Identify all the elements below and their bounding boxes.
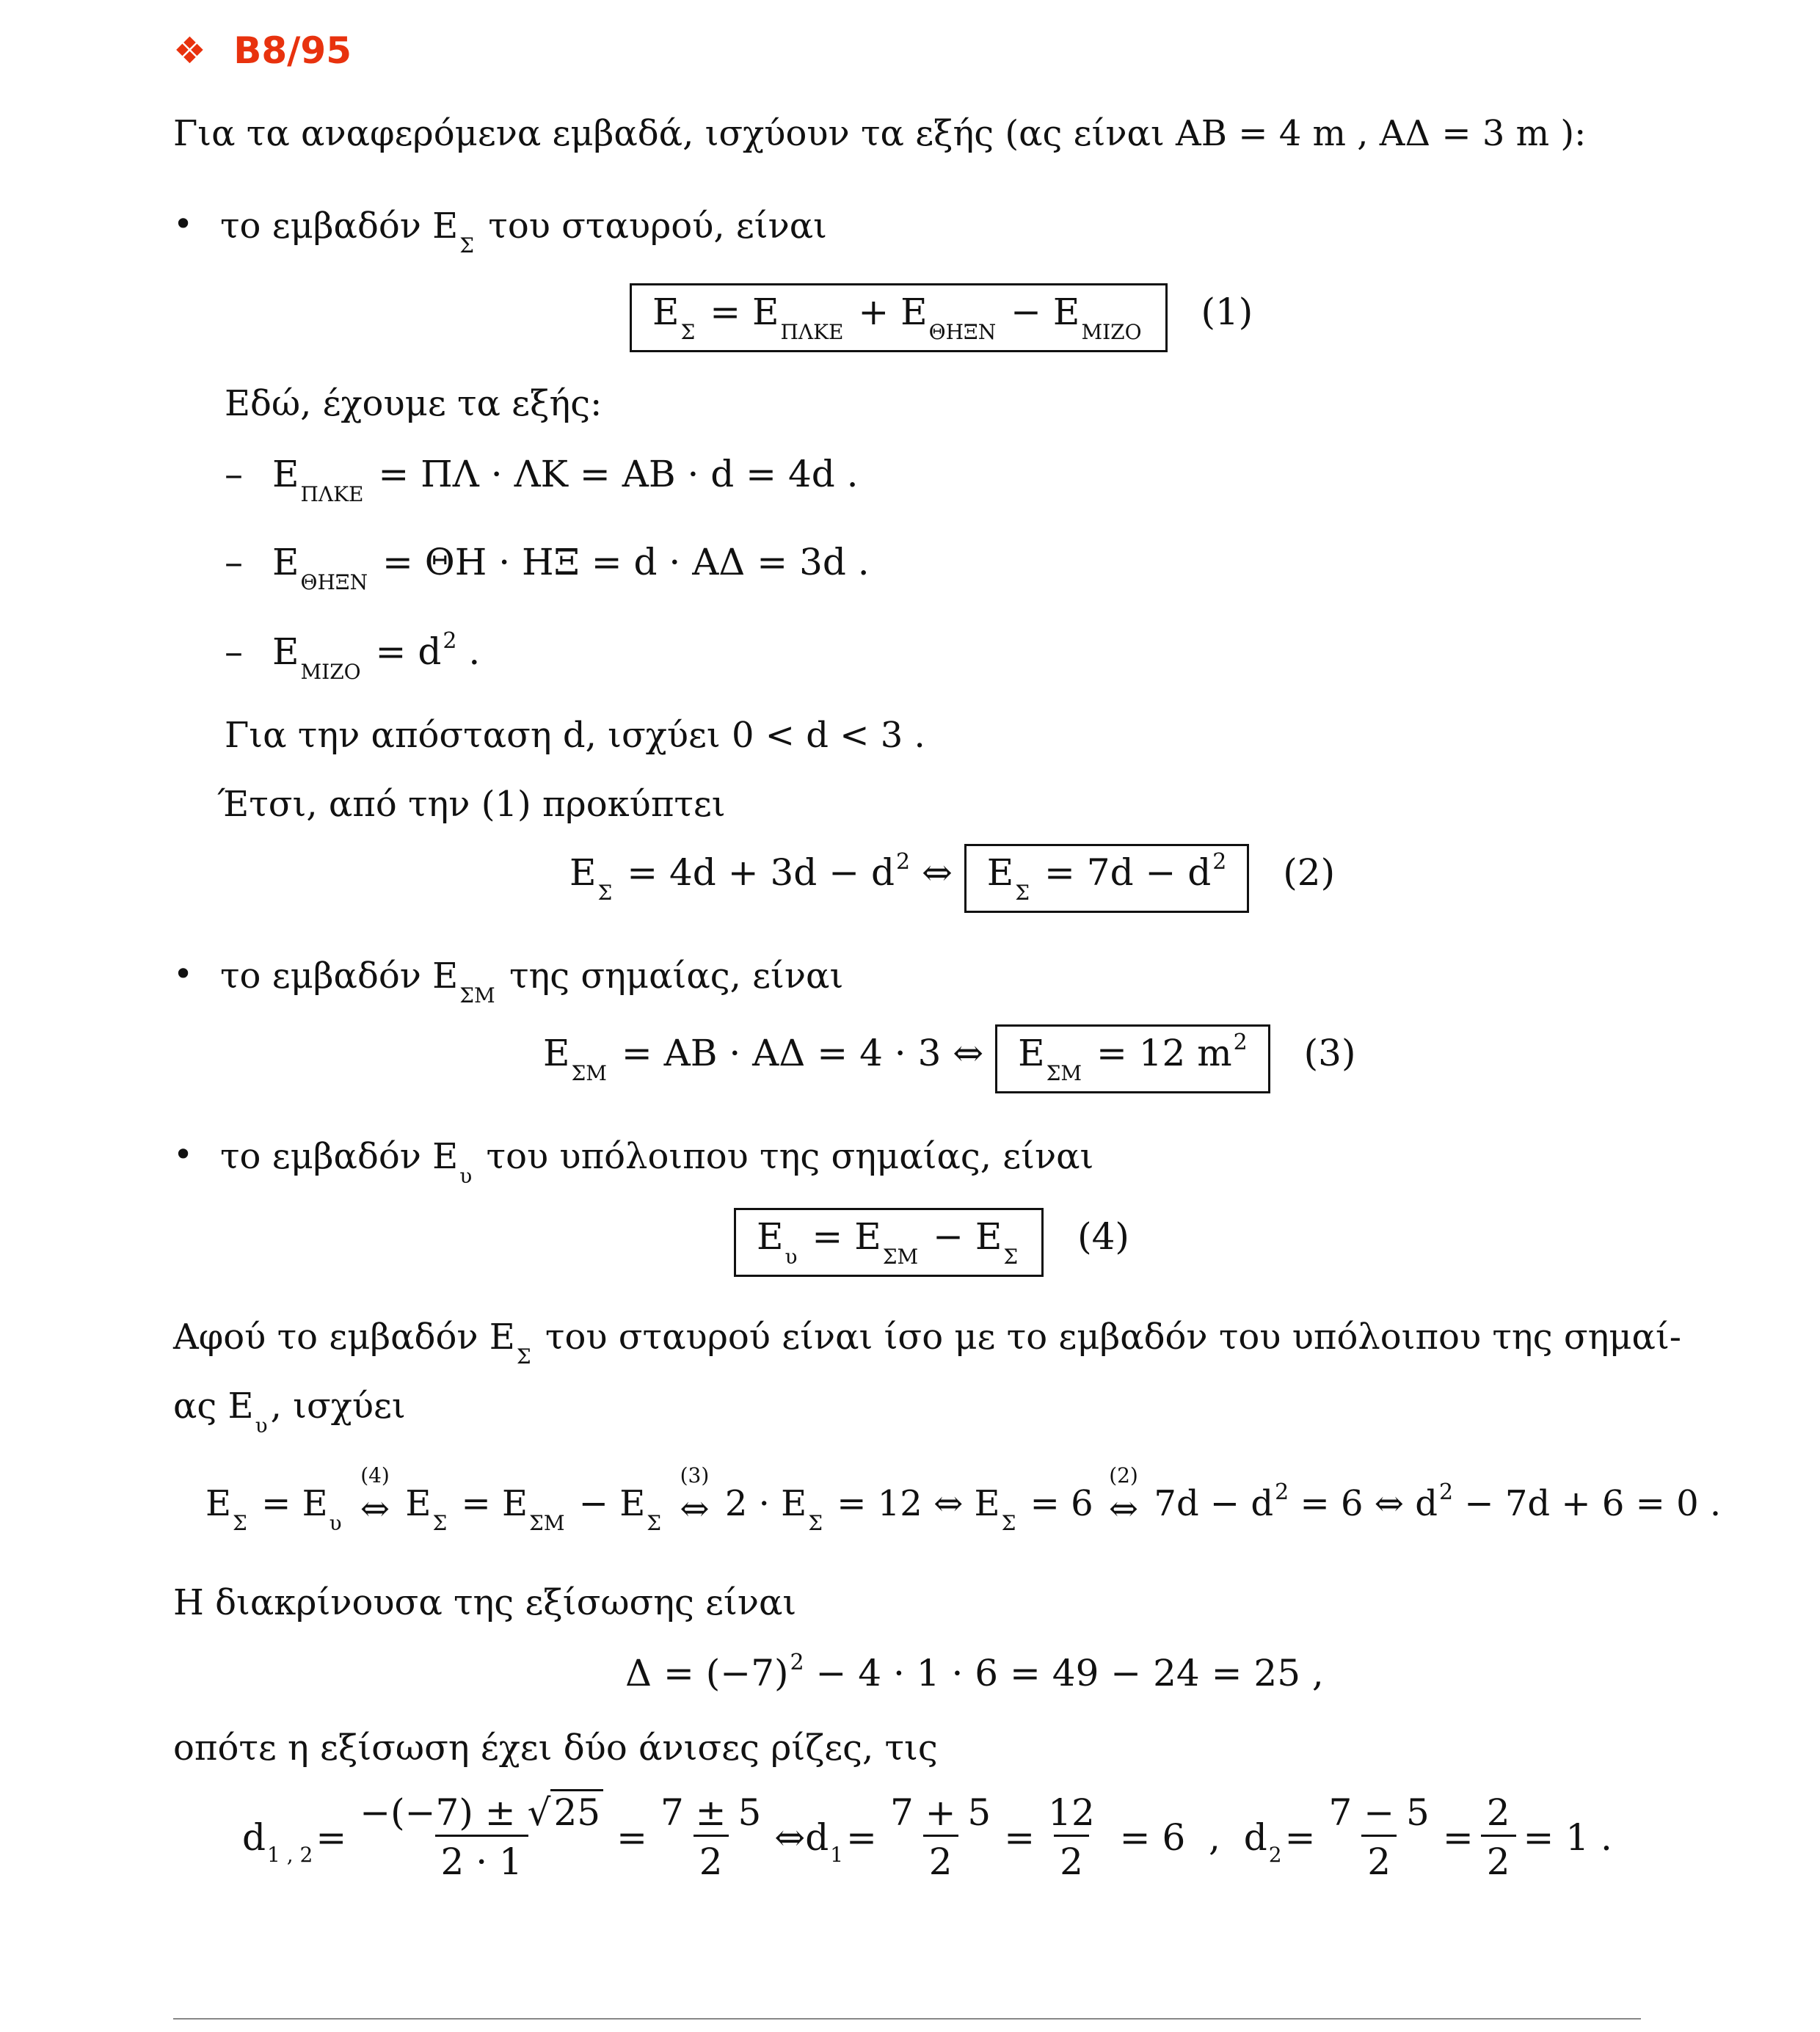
item-plke: – $E_{\Pi\Lambda KE} = \Pi\Lambda \cdot \Lambda K = AB \cdot d = 4d$ . [225, 453, 859, 506]
arrow-ref-2: (2) ⇔ [1108, 1463, 1139, 1529]
equation-1-label: (1) [1201, 291, 1253, 333]
since-line-1: Αφού το εμβαδόν $E_\Sigma$ του σταυρού είναι ίσο με το εμβαδόν του υπόλοιπου της σημαί- [173, 1317, 1681, 1369]
footer-rule [173, 2018, 1641, 2020]
equation-4-label: (4) [1077, 1215, 1129, 1258]
discriminant-equation: $\Delta = (-7)^2 - 4 \cdot 1 \cdot 6 = 49 - 24 = 25$ , [625, 1650, 1324, 1694]
item-thiksn: – $E_{\Theta H\Xi N} = \Theta H \cdot H\Xi = d \cdot A\Delta = 3d$ . [225, 541, 870, 594]
equation-3-box: $E_{\Sigma M} = 12$ $m^2$ [995, 1024, 1270, 1093]
bullet-3-dot: • [173, 1135, 194, 1174]
bullet-3-text: το εμβαδόν $E_\upsilon$ του υπόλοιπου της σημαίας, είναι [220, 1136, 1094, 1188]
bullet-1-dot: • [173, 204, 194, 244]
here-text: Εδώ, έχουμε τα εξής: [225, 383, 603, 424]
fraction-6: $\frac{2}{2}$ [1481, 1791, 1516, 1884]
problem-id: B8/95 [233, 29, 352, 72]
roots-equation: d 1 , 2 = $\frac{-(-7) \pm √25}{2 \cdot 1}$ = $\frac{7 \pm 5}{2}$ ⇔ d 1 = $\frac{7 + 5}{2}$ = $\frac{12}{2}$ = 6 , d 2 = $\frac{7 - 5}{2}$ = $\frac{2}{2}$ = 1 . [242, 1791, 1612, 1884]
bullet-2-dot: • [173, 954, 194, 994]
equation-4 [734, 1208, 1129, 1277]
equation-2-label: (2) [1283, 851, 1336, 894]
fraction-5: $\frac{7 - 5}{2}$ [1328, 1791, 1430, 1883]
fraction-2: $\frac{7 \pm 5}{2}$ [660, 1791, 762, 1883]
fraction-4: $\frac{12}{2}$ [1048, 1791, 1095, 1883]
so-text: Έτσι, από την (1) προκύπτει [217, 784, 726, 825]
equation-1 [630, 283, 1253, 352]
discriminant-intro: Η διακρίνουσα της εξίσωσης είναι [173, 1582, 797, 1623]
since-line-2: ας $E_\upsilon$, ισχύει [173, 1385, 406, 1438]
distance-text: Για την απόσταση d, ισχύει 0 < d < 3 . [225, 715, 925, 756]
heading-bullet-icon: ❖ [173, 29, 206, 72]
roots-intro: οπότε η εξίσωση έχει δύο άνισες ρίζες, τις [173, 1727, 938, 1769]
arrow-ref-3: (3) ⇔ [680, 1463, 710, 1529]
fraction-1: $\frac{-(-7) \pm √25}{2 \cdot 1}$ [354, 1791, 609, 1884]
item-mizo: – $E_{MIZO} = d^2$ . [225, 628, 481, 684]
problem-heading [173, 29, 352, 72]
bullet-2-text: το εμβαδόν $E_{\Sigma M}$ της σημαίας, είναι [220, 955, 844, 1008]
equation-2: $E_\Sigma = 4d + 3d - d^2$ ⇔ $E_\Sigma = 7d - d^2$ (2) [569, 844, 1335, 913]
fraction-3: $\frac{7 + 5}{2}$ [889, 1791, 991, 1883]
bullet-1-text: το εμβαδόν $E_\Sigma$ του σταυρού, είναι [220, 205, 827, 258]
equation-3-label: (3) [1303, 1032, 1356, 1074]
equation-2-box: $E_\Sigma = 7d - d^2$ [964, 844, 1250, 913]
equation-1-box: $E_\Sigma = E_{\Pi\Lambda KE} + E_{\Theta H\Xi N} - E_{MIZO}$ [630, 283, 1168, 352]
arrow-ref-4: (4) ⇔ [360, 1463, 390, 1529]
equation-4-box: $E_\upsilon = E_{\Sigma M} - E_\Sigma$ [734, 1208, 1044, 1277]
equivalence-chain: $E_\Sigma = E_\upsilon$ (4) ⇔ $E_\Sigma = E_{\Sigma M} - E_\Sigma$ (3) ⇔ $2 \cdot E_\Sigma = 12$ ⇔ $E_\Sigma = 6$ (2) ⇔ $7d - d^2 = 6$ ⇔ $d^2 - 7d + 6 = 0$ . [205, 1463, 1722, 1535]
equation-3: $E_{\Sigma M} = AB \cdot A\Delta = 4 \cdot 3$ ⇔ $E_{\Sigma M} = 12$ $m^2$ (3) [543, 1024, 1356, 1093]
intro-text: Για τα αναφερόμενα εμβαδά, ισχύουν τα εξής (ας είναι ΑΒ = 4 m , ΑΔ = 3 m ): [173, 113, 1587, 154]
